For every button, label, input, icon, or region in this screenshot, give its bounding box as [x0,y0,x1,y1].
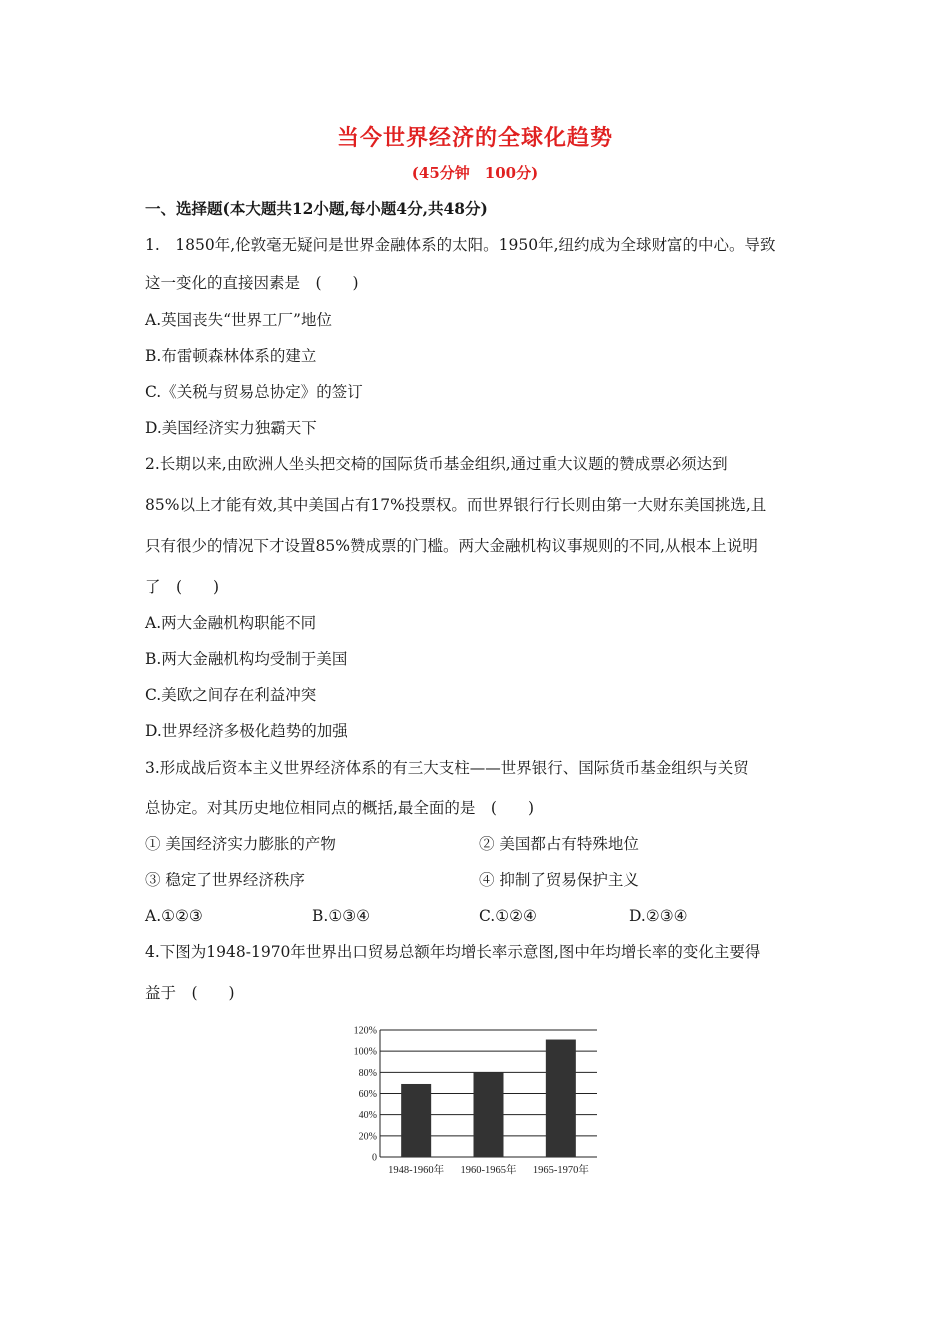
q3-option-a: A.①②③ [145,907,203,925]
y-tick-label: 0 [372,1152,377,1164]
q1-option-a: A.英国丧失“世界工厂”地位 [145,311,332,329]
x-tick-label: 1948-1960年 [388,1165,445,1176]
q3-option-d: D.②③④ [629,907,688,925]
q1-stem-line1: 1. 1850年,伦敦毫无疑问是世界金融体系的太阳。1950年,纽约成为全球财富的中心。导致 [145,236,776,254]
q2-option-b: B.两大金融机构均受制于美国 [145,650,348,668]
page-subtitle: (45分钟 100分) [411,164,539,182]
q2-stem-line2: 85%以上才能有效,其中美国占有17%投票权。而世界银行行长则由第一大财东美国挑选,且 [145,496,767,514]
q1-option-b: B.布雷顿森林体系的建立 [145,347,317,365]
q4-stem-line2: 益于 ( ) [145,984,235,1002]
section-heading: 一、选择题(本大题共12小题,每小题4分,共48分) [145,199,488,218]
bar [474,1072,504,1157]
q2-stem-line1: 2.长期以来,由欧洲人坐头把交椅的国际货币基金组织,通过重大议题的赞成票必须达到 [145,455,728,473]
q2-option-d: D.世界经济多极化趋势的加强 [145,722,348,740]
y-tick-label: 120% [353,1025,377,1037]
y-tick-label: 60% [358,1089,377,1100]
x-tick-label: 1965-1970年 [532,1165,589,1176]
q3-option-b: B.①③④ [312,907,371,925]
q2-stem-line4: 了 ( ) [145,578,220,596]
q3-stem-line2: 总协定。对其历史地位相同点的概括,最全面的是 ( ) [145,799,535,817]
y-tick-label: 40% [358,1110,377,1122]
q2-option-c: C.美欧之间存在利益冲突 [145,686,317,704]
q3-item-2: ② 美国都占有特殊地位 [479,835,639,853]
q4-stem-line1: 4.下图为1948-1970年世界出口贸易总额年均增长率示意图,图中年均增长率的变化主要得 [145,943,761,961]
q3-option-c: C.①②④ [479,907,537,925]
y-tick-label: 20% [358,1131,377,1143]
q1-option-c: C.《关税与贸易总协定》的签订 [145,383,363,401]
q2-option-a: A.两大金融机构职能不同 [145,614,317,632]
q1-option-d: D.美国经济实力独霸天下 [145,419,317,437]
q3-item-4: ④ 抑制了贸易保护主义 [479,871,639,889]
x-tick-label: 1960-1965年 [460,1165,517,1176]
growth-rate-bar-chart [340,1022,610,1182]
q3-item-3: ③ 稳定了世界经济秩序 [145,871,305,889]
q1-stem-line2: 这一变化的直接因素是 ( ) [145,274,359,292]
bar [546,1040,576,1157]
page-title: 当今世界经济的全球化趋势 [336,125,613,151]
q3-stem-line1: 3.形成战后资本主义世界经济体系的有三大支柱——世界银行、国际货币基金组织与关贸 [145,759,749,777]
q3-item-1: ① 美国经济实力膨胀的产物 [145,835,336,853]
y-tick-label: 80% [358,1067,377,1079]
q2-stem-line3: 只有很少的情况下才设置85%赞成票的门槛。两大金融机构议事规则的不同,从根本上说明 [145,537,758,555]
bar [401,1084,431,1157]
y-tick-label: 100% [353,1046,377,1058]
